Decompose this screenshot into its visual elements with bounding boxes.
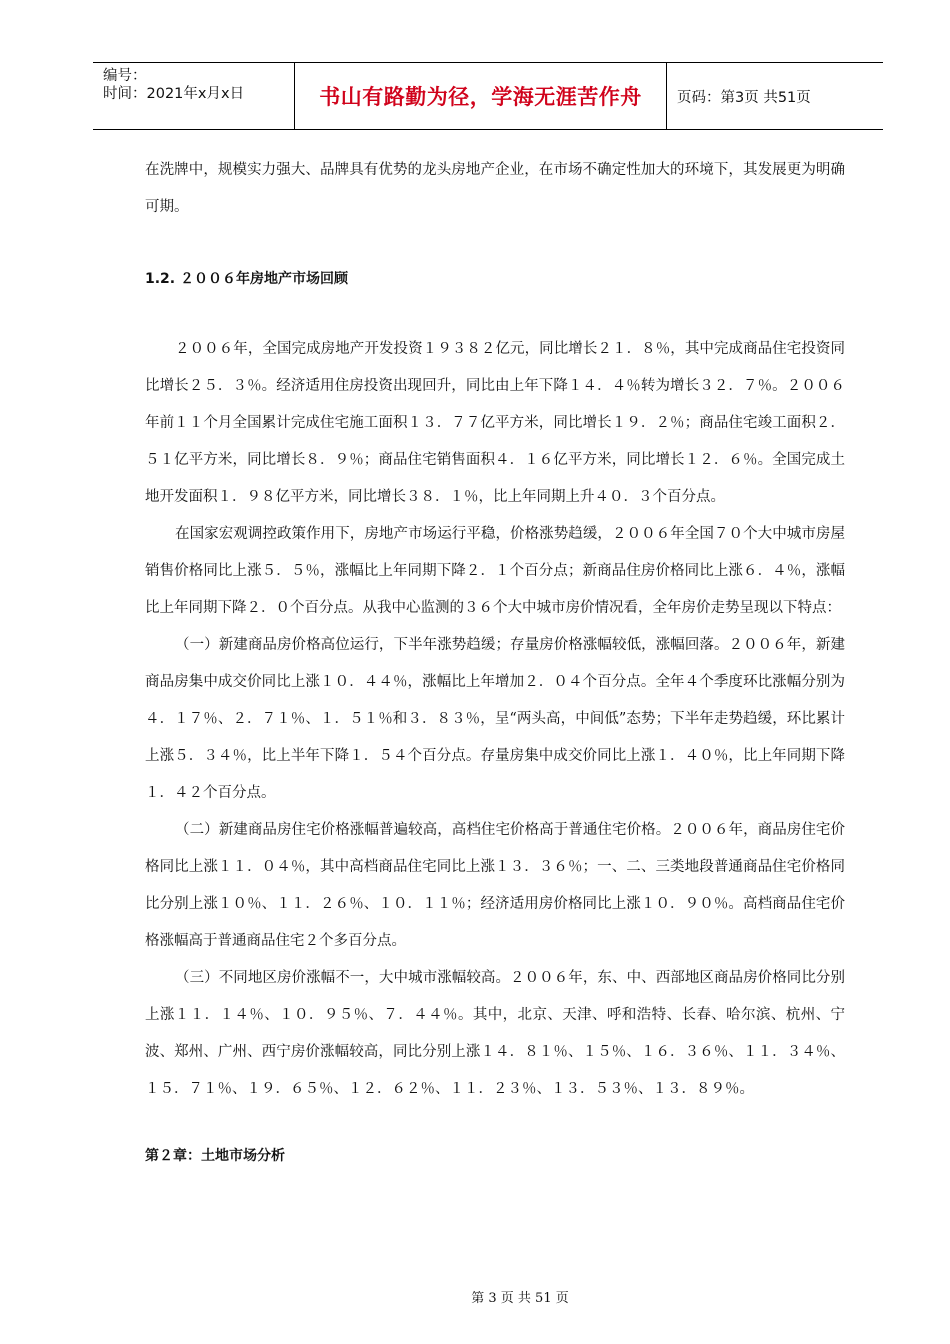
header-page-info: 页码：第3页 共51页	[677, 89, 811, 106]
document-number-label: 编号：	[103, 68, 147, 84]
page-footer: 第 3 页 共 51 页	[471, 1291, 569, 1306]
document-body	[145, 152, 845, 1175]
page-header	[93, 62, 883, 130]
chapter-heading: 第２章：土地市场分析	[145, 1148, 285, 1164]
section-heading: 1.2. ２００６年房地产市场回顾	[145, 271, 348, 287]
intro-paragraph: 在洗牌中，规模实力强大、品牌具有优势的龙头房地产企业，在市场不确定性加大的环境下，其发展更为明确可期。	[145, 162, 845, 215]
header-motto: 书山有路勤为径，学海无涯苦作舟	[295, 63, 667, 129]
paragraph-point-2: （二）新建商品房住宅价格涨幅普遍较高，高档住宅价格高于普通住宅价格。２００６年，商品房住宅价格同比上涨１１．０４％，其中高档商品住宅同比上涨１３．３６％；一、二、三类地段普通商品住宅价格同比分别上涨１０％、１１．２６％、１０．１１％；经济适用房价格同比上涨１０．９０％。高档商品住宅价格涨幅高于普通商品住宅２个多百分点。	[145, 822, 845, 949]
paragraph-point-3: （三）不同地区房价涨幅不一，大中城市涨幅较高。２００６年，东、中、西部地区商品房价格同比分别上涨１１．１４％、１０．９５％、７．４４％。其中，北京、天津、呼和浩特、长春、哈尔滨、杭州、宁波、郑州、广州、西宁房价涨幅较高，同比分别上涨１４．８１％、１５％、１６．３６％、１１．３４％、１５．７１％、１９．６５％、１２．６２％、１１．２３％、１３．５３％、１３．８９％。	[145, 970, 845, 1097]
header-meta	[93, 63, 295, 129]
paragraph-point-1: （一）新建商品房价格高位运行，下半年涨势趋缓；存量房价格涨幅较低，涨幅回落。２００６年，新建商品房集中成交价同比上涨１０．４４％，涨幅比上年增加２．０４个百分点。全年４个季度环比涨幅分别为４．１７％、２．７１％、１．５１％和３．８３％，呈“两头高，中间低”态势；下半年走势趋缓，环比累计上涨５．３４％，比上半年下降１．５４个百分点。存量房集中成交价同比上涨１．４０％，比上年同期下降１．４２个百分点。	[145, 637, 845, 801]
paragraph-investment: ２００６年，全国完成房地产开发投资１９３８２亿元，同比增长２１．８％，其中完成商品住宅投资同比增长２５．３％。经济适用住房投资出现回升，同比由上年下降１４．４％转为增长３２．７％。２００６年前１１个月全国累计完成住宅施工面积１３．７７亿平方米，同比增长１９．２％；商品住宅竣工面积２．５１亿平方米，同比增长８．９％；商品住宅销售面积４．１６亿平方米，同比增长１２．６％。全国完成土地开发面积１．９８亿平方米，同比增长３８．１％，比上年同期上升４０．３个百分点。	[145, 341, 845, 505]
paragraph-price-overview: 在国家宏观调控政策作用下，房地产市场运行平稳，价格涨势趋缓，２００６年全国７０个大中城市房屋销售价格同比上涨５．５％，涨幅比上年同期下降２．１个百分点；新商品住房价格同比上涨６．４％，涨幅比上年同期下降２．０个百分点。从我中心监测的３６个大中城市房价情况看，全年房价走势呈现以下特点：	[145, 526, 845, 616]
document-time: 时间：2021年x月x日	[103, 86, 245, 102]
